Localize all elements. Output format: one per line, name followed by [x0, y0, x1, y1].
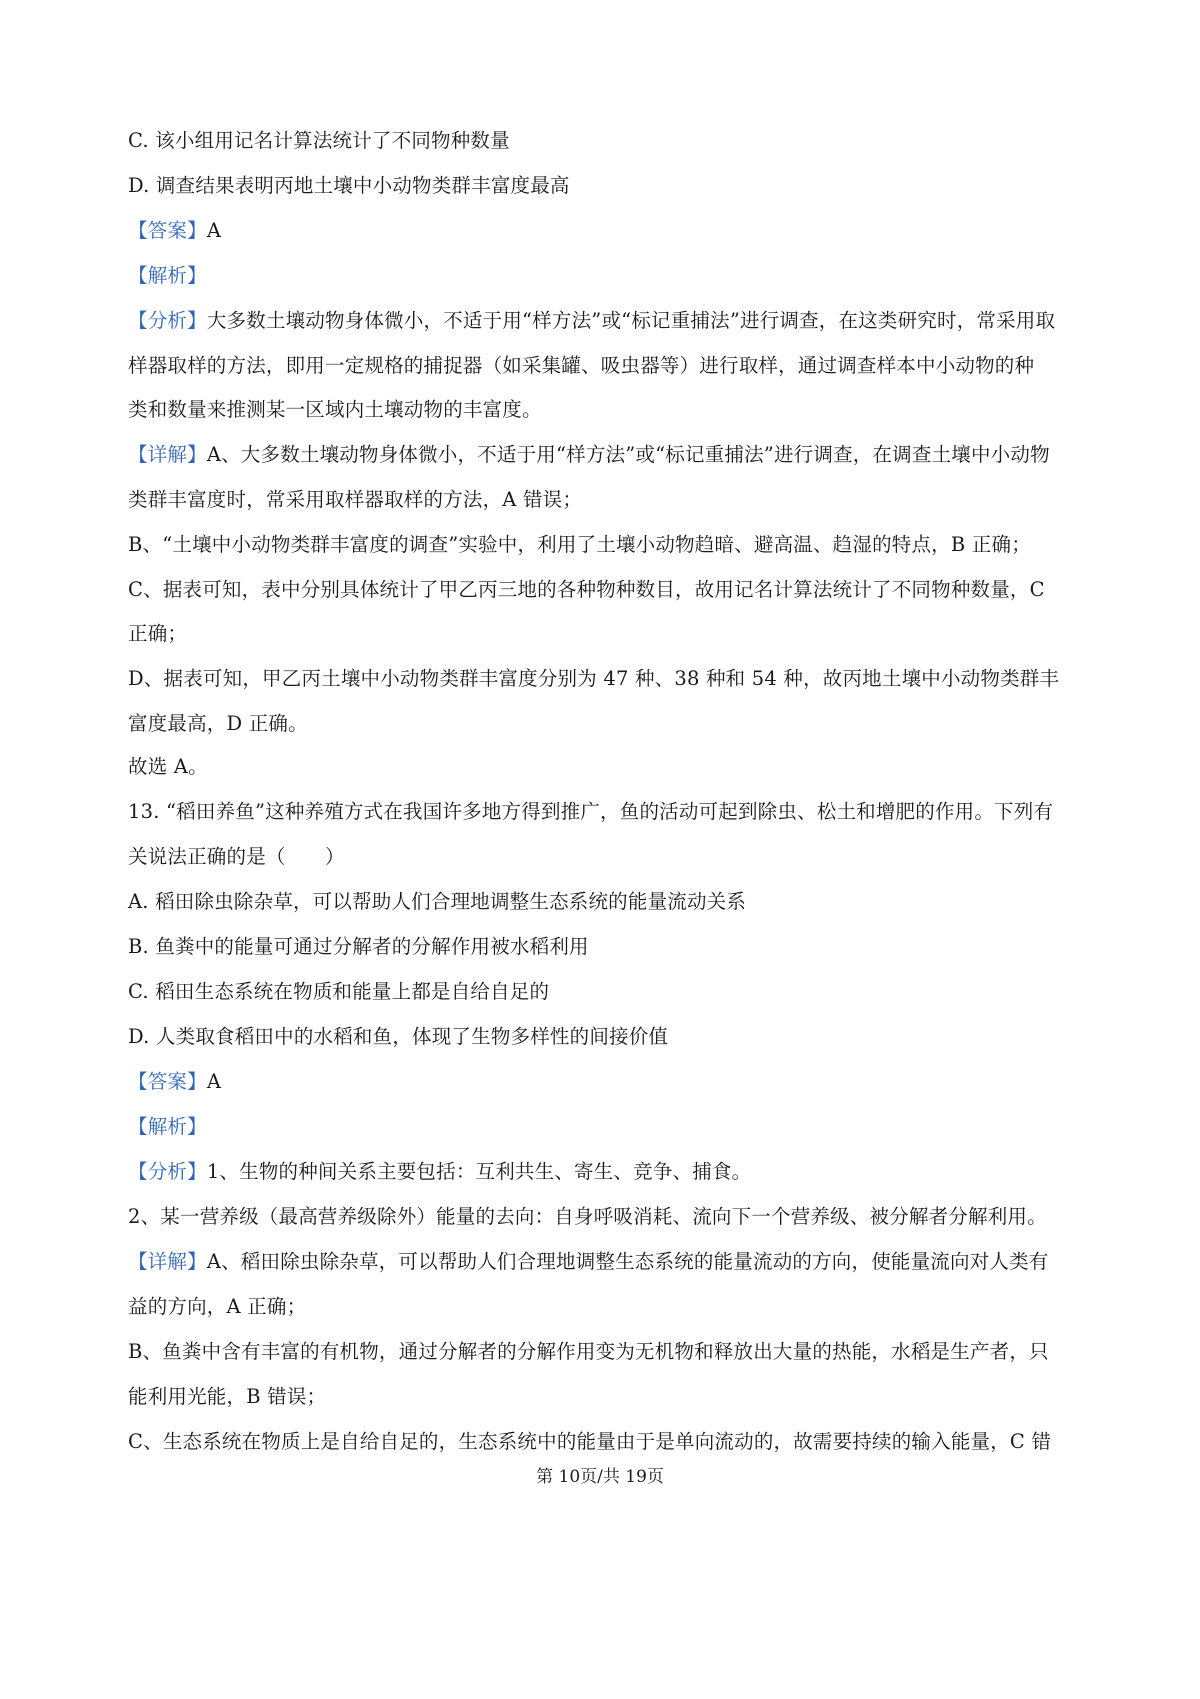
q13-fenxi-line-2: 2、某一营养级（最高营养级除外）能量的去向：自身呼吸消耗、流向下一个营养级、被分解者分解利用。 [128, 1205, 1047, 1228]
page-footer: 第 10页/共 19页 [536, 1467, 664, 1487]
q13-xiangjie-line-1 [128, 1248, 1088, 1276]
q13-option-d: D. 人类取食稻田中的水稻和鱼，体现了生物多样性的间接价值 [128, 1025, 669, 1048]
q12-fenxi-line-3: 类和数量来推测某一区域内土壤动物的丰富度。 [128, 398, 542, 421]
xiangjie-tag: 【详解】 [128, 1250, 207, 1273]
q12-xiangjie-line-1 [128, 441, 1088, 469]
q13-option-c: C. 稻田生态系统在物质和能量上都是自给自足的 [128, 980, 550, 1003]
answer-value: A [206, 1070, 222, 1093]
q13-stem-line-1: 13. “稻田养鱼”这种养殖方式在我国许多地方得到推广，鱼的活动可起到除虫、松土和增肥的作用。下列有 [128, 800, 1054, 823]
fenxi-text: 1、生物的种间关系主要包括：互利共生、寄生、竞争、捕食。 [206, 1160, 752, 1183]
q12-option-c: C. 该小组用记名计算法统计了不同物种数量 [128, 129, 510, 152]
xiangjie-tag: 【详解】 [128, 443, 207, 466]
q12-conclusion: 故选 A。 [128, 755, 208, 778]
fenxi-tag: 【分析】 [128, 309, 207, 332]
q13-xiangjie-line-4: 能利用光能，B 错误； [128, 1385, 327, 1408]
q13-answer [128, 1068, 1088, 1096]
q12-analysis-heading [128, 262, 1088, 290]
answer-value: A [206, 219, 222, 242]
q13-xiangjie-line-5: C、生态系统在物质上是自给自足的，生态系统中的能量由于是单向流动的，故需要持续的输入能量，C 错 [128, 1430, 1052, 1453]
q13-option-b: B. 鱼粪中的能量可通过分解者的分解作用被水稻利用 [128, 935, 589, 958]
q12-answer [128, 217, 1088, 245]
answer-tag: 【答案】 [128, 219, 207, 242]
q13-xiangjie-line-2: 益的方向，A 正确； [128, 1295, 307, 1318]
q12-option-d: D. 调查结果表明丙地土壤中小动物类群丰富度最高 [128, 174, 570, 197]
q12-xiangjie-line-2: 类群丰富度时，常采用取样器取样的方法，A 错误； [128, 488, 583, 511]
xiangjie-text: A、稻田除虫除杂草，可以帮助人们合理地调整生态系统的能量流动的方向，使能量流向对人类有 [206, 1250, 1049, 1273]
analysis-tag: 【解析】 [128, 1115, 207, 1138]
fenxi-text: 大多数土壤动物身体微小，不适于用“样方法”或“标记重捕法”进行调查，在这类研究时，常采用取 [206, 309, 1056, 332]
q13-xiangjie-line-3: B、鱼粪中含有丰富的有机物，通过分解者的分解作用变为无机物和释放出大量的热能，水稻是生产者，只 [128, 1340, 1049, 1363]
q12-xiangjie-line-6: D、据表可知，甲乙丙土壤中小动物类群丰富度分别为 47 种、38 种和 54 种，故丙地土壤中小动物类群丰 [128, 667, 1060, 690]
q13-analysis-heading [128, 1113, 1088, 1141]
analysis-tag: 【解析】 [128, 264, 207, 287]
fenxi-tag: 【分析】 [128, 1160, 207, 1183]
q12-xiangjie-line-4: C、据表可知，表中分别具体统计了甲乙丙三地的各种物种数目，故用记名计算法统计了不同物种数量，C [128, 578, 1045, 601]
q12-xiangjie-line-7: 富度最高，D 正确。 [128, 712, 308, 735]
xiangjie-text: A、大多数土壤动物身体微小，不适于用“样方法”或“标记重捕法”进行调查，在调查土壤中小动物 [206, 443, 1050, 466]
q12-fenxi-line-2: 样器取样的方法，即用一定规格的捕捉器（如采集罐、吸虫器等）进行取样，通过调查样本中小动物的种 [128, 354, 1035, 377]
q13-option-a: A. 稻田除虫除杂草，可以帮助人们合理地调整生态系统的能量流动关系 [128, 890, 747, 913]
q12-fenxi-line-1 [128, 307, 1088, 335]
q13-fenxi-line-1 [128, 1158, 1088, 1186]
q12-xiangjie-line-5: 正确； [128, 622, 188, 645]
q12-xiangjie-line-3: B、“土壤中小动物类群丰富度的调查”实验中，利用了土壤小动物趋暗、避高温、趋湿的特点，B 正确； [128, 533, 1031, 556]
q13-stem-line-2: 关说法正确的是（ ） [128, 845, 345, 868]
answer-tag: 【答案】 [128, 1070, 207, 1093]
